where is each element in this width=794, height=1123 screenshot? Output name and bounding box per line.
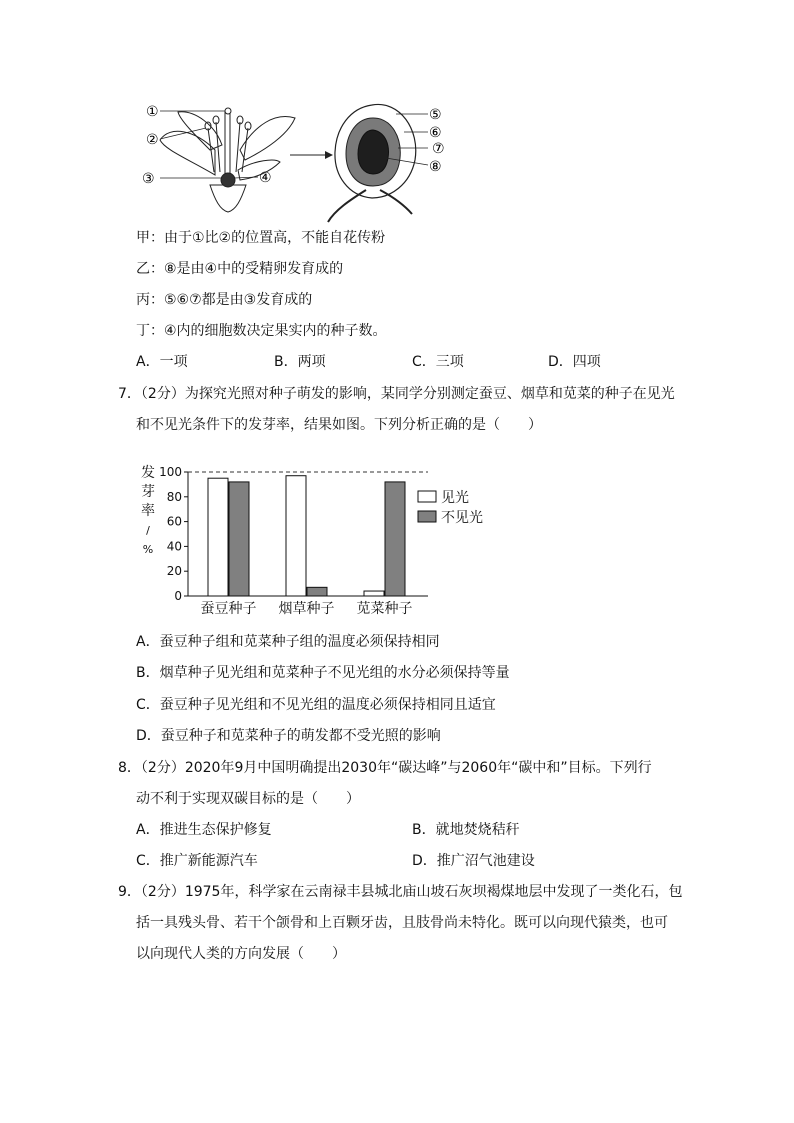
q6-statement-jia: 甲：由于①比②的位置高，不能自花传粉 [136, 230, 386, 246]
y-axis-label-char: 率 [141, 503, 155, 519]
label-3: ③ [142, 171, 155, 187]
q7-stem-line1: 7．（2分）为探究光照对种子萌发的影响，某同学分别测定蚕豆、烟草和苋菜的种子在见光 [118, 386, 675, 402]
x-category-label: 苋菜种子 [356, 601, 413, 617]
legend-swatch [418, 491, 436, 502]
flower-stigma [225, 108, 231, 114]
label-5: ⑤ [429, 107, 442, 123]
y-tick-label: 0 [174, 589, 182, 603]
germination-bar-chart [130, 455, 530, 625]
bar-dark-0 [229, 482, 249, 596]
q8-option-b: B．就地焚烧秸秆 [412, 822, 520, 838]
q6-option-d: D．四项 [548, 354, 601, 370]
q6-option-c: C．三项 [412, 354, 464, 370]
y-axis-label-char: 发 [141, 465, 155, 481]
q9-stem-line3: 以向现代人类的方向发展（ ） [136, 946, 346, 962]
flower-petal-right [240, 117, 295, 160]
q8-option-d: D．推广沼气池建设 [412, 853, 535, 869]
bar-dark-2 [385, 482, 405, 596]
flower-style [225, 112, 230, 174]
q6-statement-yi: 乙：⑧是由④中的受精卵发育成的 [136, 261, 344, 277]
stamen-filament [208, 128, 214, 172]
bar-light-1 [286, 476, 306, 596]
label-7: ⑦ [432, 141, 445, 157]
q8-option-c: C．推广新能源汽车 [136, 853, 258, 869]
y-tick-label: 20 [166, 564, 182, 579]
y-axis-label-char: % [142, 543, 154, 556]
q8-stem-line2: 动不利于实现双碳目标的是（ ） [136, 791, 360, 807]
stamen-filament [236, 122, 240, 172]
x-category-label: 蚕豆种子 [200, 601, 257, 617]
flower-fruit-figure [0, 0, 794, 230]
label-4: ④ [259, 170, 272, 186]
q8-option-a: A．推进生态保护修复 [136, 822, 272, 838]
label-8: ⑧ [429, 159, 442, 175]
flower-ovary [221, 173, 235, 187]
flower-receptacle [210, 185, 246, 212]
q7-option-b: B．烟草种子见光组和苋菜种子不见光组的水分必须保持等量 [136, 665, 510, 681]
bar-light-2 [364, 591, 384, 596]
y-tick-label: 60 [166, 514, 182, 529]
q7-option-c: C．蚕豆种子见光组和不见光组的温度必须保持相同且适宜 [136, 697, 496, 713]
y-axis-label-char: / [146, 524, 150, 537]
bar-dark-1 [307, 587, 327, 596]
flower-petal-left [160, 131, 215, 175]
label-6: ⑥ [429, 125, 442, 141]
label-1: ① [146, 104, 159, 120]
q9-stem-line1: 9．（2分）1975年，科学家在云南禄丰县城北庙山坡石灰坝褐煤地层中发现了一类化石，包 [118, 884, 683, 900]
label-2: ② [146, 132, 159, 148]
q6-option-b: B．两项 [274, 354, 326, 370]
flower-petal-upper-left [178, 112, 222, 150]
y-tick-label: 80 [166, 489, 182, 504]
arrow-icon [325, 151, 333, 159]
fruit-seed [358, 130, 388, 174]
bar-light-0 [208, 478, 228, 596]
legend-swatch [418, 511, 436, 522]
q9-stem-line2: 括一具残头骨、若干个颌骨和上百颗牙齿，且肢骨尚未特化。既可以向现代猿类，也可 [136, 915, 668, 931]
x-category-label: 烟草种子 [278, 601, 335, 617]
leader-line-4 [234, 177, 258, 178]
q6-option-a: A．一项 [136, 354, 188, 370]
y-tick-label: 100 [159, 465, 182, 479]
legend-label: 见光 [441, 490, 469, 506]
legend-label: 不见光 [441, 510, 483, 526]
q7-stem-line2: 和不见光条件下的发芽率，结果如图。下列分析正确的是（ ） [136, 417, 542, 433]
y-tick-label: 40 [166, 539, 182, 554]
q8-stem-line1: 8．（2分）2020年9月中国明确提出2030年“碳达峰”与2060年“碳中和”目标。下列行 [118, 760, 652, 776]
q6-statement-bing: 丙：⑤⑥⑦都是由③发育成的 [136, 292, 313, 308]
q7-option-a: A．蚕豆种子组和苋菜种子组的温度必须保持相同 [136, 634, 440, 650]
y-axis-label-char: 芽 [141, 484, 155, 500]
q7-option-d: D．蚕豆种子和苋菜种子的萌发都不受光照的影响 [136, 728, 441, 744]
q6-statement-ding: 丁：④内的细胞数决定果实内的种子数。 [136, 323, 387, 339]
